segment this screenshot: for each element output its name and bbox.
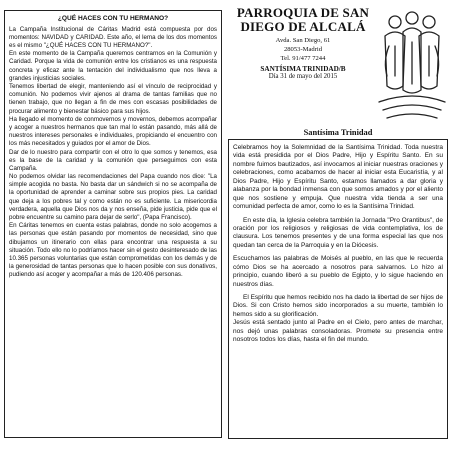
feast-name: SANTÍSIMA TRINIDAD/B — [260, 64, 346, 73]
left-article — [4, 10, 222, 438]
article-paragraph: El Espíritu que hemos recibido nos ha dado la libertad de ser hijos de Dios. Si con Cristo hemos sido incorporados a su muerte, también lo hemos sido a su glorificación. — [233, 294, 443, 318]
article-paragraph: Jesús está sentado junto al Padre en el Cielo, pero antes de marchar, nos dejó unas palabras consoladoras. Promete su presencia entre nosotros todos los días, hasta el fin del mundo. — [233, 319, 443, 344]
right-article-title: Santísima Trinidad — [303, 128, 373, 137]
article-paragraph: Ha llegado el momento de conmovernos y movernos, debemos acompañar y acoger a nuestros hermanos que tan mal lo están pasando, más allá de nuestros intereses personales e individuales, propiciando el encuentro con los más necesitados y guiados por el amor de Dios. — [9, 115, 217, 148]
article-paragraph: La Campaña Institucional de Cáritas Madrid está compuesta por dos momentos: NAVIDAD y CARIDAD. Este año, el lema de los dos momentos es el mismo "¿QUÉ HACES CON TU HERMANO?". — [9, 25, 217, 50]
article-paragraph: En Cáritas tenemos en cuenta estas palabras, donde no solo acogemos a las personas que están pasando por momentos de necesidad, sino que dibujamos un itinerario con ellas para encontrar una respuesta a su situación. Todo ello no lo podríamos hacer sin el gesto desinteresado de las 10.365 personas voluntarias que están comprometidas con los demás y de la generosidad de tantas personas que lo hacen posible con sus donativos, pudiendo así acoger y acompañar a más de 120.406 personas. — [9, 222, 217, 279]
bulletin-date: Día 31 de mayo del 2015 — [268, 72, 338, 80]
article-paragraph: En este momento de la Campaña queremos centrarnos en la Comunión y Caridad. Porque la vida de comunión entre los cristianos es una respuesta concreta y eficaz ante la tentación del individualismo que nos lleva a grandes injusticias sociales. — [9, 50, 217, 82]
parish-header — [228, 2, 450, 127]
parish-postal: 28053-Madrid — [283, 45, 323, 53]
right-article — [228, 139, 448, 439]
article-paragraph: Dar de lo nuestro para compartir con el otro lo que somos y tenemos, esa es la base de la caridad y la comunión que perseguimos con esta Campaña. — [9, 148, 217, 172]
parish-info — [228, 6, 378, 80]
article-paragraph: Tenemos libertad de elegir, manteniendo así el vínculo de reciprocidad y comunión. No podemos vivir ajenos al drama de tantas familias que no tienen trabajo, que no llegan a fin de mes con escasas posibilidades de procurar alimento y bienestar básico para sus hijos. — [9, 83, 217, 115]
article-paragraph: Escuchamos las palabras de Moisés al pueblo, en las que le recuerda cómo Dios se ha acercado a nosotros para salvarnos. Lo hizo al principio, cuando liberó a su pueblo de Egipto, y lo sigue haciendo en nuestros días. — [233, 255, 443, 288]
parish-address: Avda. San Diego, 61 — [275, 37, 331, 45]
parish-name: PARROQUIA DE SAN DIEGO DE ALCALÁ — [236, 5, 370, 35]
trinity-logo-icon — [375, 6, 449, 124]
article-paragraph: No podemos olvidar las recomendaciones del Papa cuando nos dice: "La simple acogida no basta. No basta dar un sándwich si no se acompaña de la oportunidad de aprender a caminar sobre sus propios pies. La caridad que deja a los pobres tal y como están no es suficiente. La misericordia verdadera, aquella que Dios nos da y nos enseña, pide justicia, pide que el pobre encuentre su camino para dejar de serlo", (Papa Francisco). — [9, 173, 217, 222]
article-paragraph: En este día, la Iglesia celebra también la Jornada "Pro Orantibus", de oración por los religiosos y religiosas de vida contemplativa, los de clausura. Los tenemos presentes y de una forma especial las que nos quedan tan cerca de la Parroquia y en la Diócesis. — [233, 216, 443, 249]
article-title: ¿QUÉ HACES CON TU HERMANO? — [57, 15, 169, 22]
article-paragraph: Celebramos hoy la Solemnidad de la Santísima Trinidad. Toda nuestra vida está presidida por el Dios Padre, Hijo y Espíritu Santo. En su nombre fuimos bautizados, así invocamos al iniciar nuestras oraciones y celebraciones, como acabamos de hacer al iniciar esta Eucaristía, y al Dios Padre, Hijo y Espíritu Santo, estamos llamados a dar gloria y alabanza por la bondad inmensa con que somos amados y por el aliento que nos sostiene y empuja. Que nuestra vida tienda a ser una comunidad perfecta de amor, como lo es la Santísima Trinidad. — [233, 144, 443, 211]
parish-phone: Tel. 91/477 7244 — [280, 54, 326, 62]
